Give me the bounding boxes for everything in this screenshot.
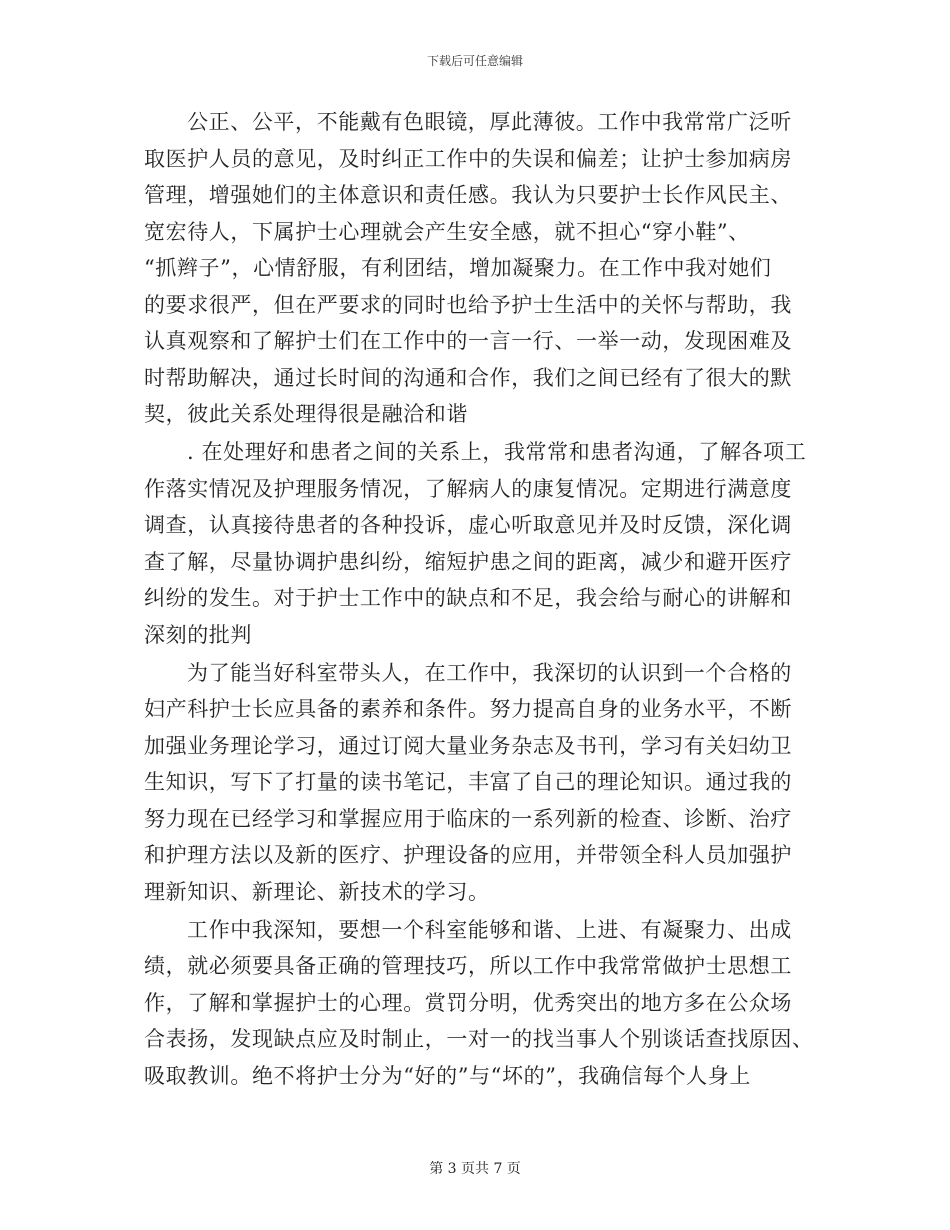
- page-number: 第 3 页共 7 页: [429, 1161, 521, 1177]
- text-line: 吸取教训。绝不将护士分为“好的”与“坏的”，我确信每个人身上: [144, 1063, 751, 1088]
- text-line: 查了解，尽量协调护患纠纷，缩短护患之间的距离，减少和避开医疗: [144, 549, 792, 574]
- text-line: 努力现在已经学习和掌握应用于临床的一系列新的检查、诊断、治疗: [144, 806, 792, 831]
- document-body: [144, 104, 814, 1094]
- text-line: . 在处理好和患者之间的关系上，我常常和患者沟通，了解各项工: [187, 440, 807, 464]
- text-line: 时帮助解决，通过长时间的沟通和合作，我们之间已经有了很大的默: [144, 365, 792, 390]
- text-line: 工作中我深知，要想一个科室能够和谐、上进、有凝聚力、出成: [187, 917, 792, 942]
- text-line: 生知识，写下了打量的读书笔记，丰富了自己的理论知识。通过我的: [144, 770, 792, 794]
- text-line: 的要求很严，但在严要求的同时也给予护士生活中的关怀与帮助，我: [144, 292, 792, 317]
- text-line: 绩，就必须要具备正确的管理技巧，所以工作中我常常做护士思想工: [144, 954, 792, 978]
- paragraph-2: [144, 434, 807, 653]
- text-line: 妇产科护士长应具备的素养和条件。努力提高自身的业务水平，不断: [144, 697, 792, 721]
- text-line: 合表扬，发现缺点应及时制止，一对一的找当事人个别谈话查找原因、: [144, 1027, 814, 1051]
- paragraph-1: [144, 104, 804, 433]
- text-line: 纠纷的发生。对于护士工作中的缺点和不足，我会给与耐心的讲解和: [144, 586, 792, 610]
- text-line: 加强业务理论学习，通过订阅大量业务杂志及书刊，学习有关妇幼卫: [144, 733, 792, 758]
- text-line: 深刻的批判: [144, 622, 252, 647]
- paragraph-3: [144, 655, 804, 911]
- page-header: 下载后可任意编辑: [426, 54, 523, 68]
- text-line: 公正、公平，不能戴有色眼镜，厚此薄彼。工作中我常常广泛听: [187, 110, 792, 134]
- text-line: “抓辫子”，心情舒服，有利团结，增加凝聚力。在工作中我对她们: [144, 256, 772, 280]
- text-line: 和护理方法以及新的医疗、护理设备的应用，并带领全科人员加强护: [144, 843, 792, 867]
- text-line: 契，彼此关系处理得很是融洽和谐: [144, 402, 468, 426]
- text-line: 作，了解和掌握护士的心理。赏罚分明，优秀突出的地方多在公众场: [144, 990, 792, 1015]
- text-line: 为了能当好科室带头人，在工作中，我深切的认识到一个合格的: [187, 660, 792, 685]
- paragraph-4: [144, 912, 814, 1095]
- text-line: 宽宏待人，下属护士心理就会产生安全感，就不担心“穿小鞋”、: [144, 219, 750, 244]
- text-line: 作落实情况及护理服务情况，了解病人的康复情况。定期进行满意度: [144, 476, 792, 501]
- text-line: 认真观察和了解护士们在工作中的一言一行、一举一动，发现困难及: [144, 329, 792, 353]
- text-line: 取医护人员的意见，及时纠正工作中的失误和偏差；让护士参加病房: [144, 146, 792, 171]
- text-line: 管理，增强她们的主体意识和责任感。我认为只要护士长作风民主、: [144, 183, 792, 207]
- text-line: 理新知识、新理论、新技术的学习。: [144, 879, 490, 904]
- text-line: 调查，认真接待患者的各种投诉，虚心听取意见并及时反馈，深化调: [144, 513, 792, 537]
